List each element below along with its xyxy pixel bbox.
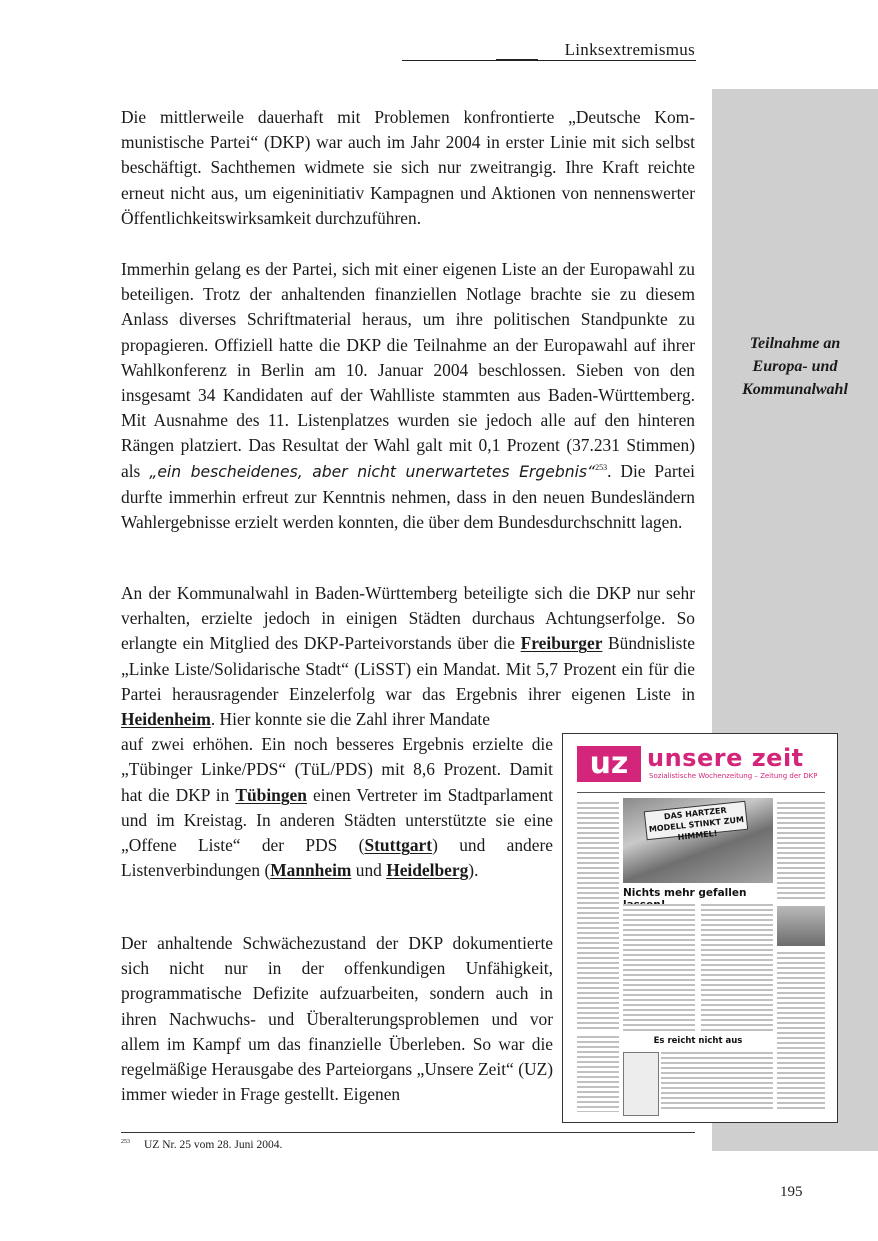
place-mannheim: Mannheim xyxy=(270,860,352,881)
paragraph-text-part: ) und andere Listenverbindungen ( xyxy=(121,835,553,881)
paragraph-text: Die mittlerweile dauerhaft mit Problemen konfrontierte „Deutsche Kommunistische Partei“ (DKP) war auch im Jahr 2004 in erster Linie mit sich selbst beschäftigt. Sachthemen widmete sie sich nur zweitrangig. Ihre Kraft reichte erneut nicht aus, um eigeninitiativ Kampagnen und Aktionen von nennenswerter Öffentlichkeitswirksamkeit durchzuführen. xyxy=(121,107,695,228)
quotation: „ein bescheidenes, aber nicht unerwartetes Ergebnis“ xyxy=(149,462,596,481)
paragraph-text-part: einen Vertreter im Stadtparlament und im Kreistag. In anderen Städten unterstützte sie eine „Offene Liste“ der PDS ( xyxy=(121,784,553,856)
paragraph-text-part: auf zwei erhöhen. Ein noch besseres Ergebnis erzielte die „Tübinger Linke/PDS“ (TüL/PDS) mit 8,6 Prozent. Damit hat die DKP in xyxy=(121,734,553,805)
newspaper-headline: Nichts mehr gefallen xyxy=(623,887,747,899)
footnote xyxy=(121,1139,695,1151)
page-number: 195 xyxy=(780,1184,803,1200)
sidenote-line: Teilnahme an xyxy=(749,335,841,352)
paragraph-text xyxy=(121,581,695,732)
newspaper-image xyxy=(562,733,838,1123)
footnote-reference: 253 xyxy=(595,462,608,472)
newspaper-masthead xyxy=(577,746,827,788)
place-stuttgart: Stuttgart xyxy=(364,835,433,856)
uz-logo: uz xyxy=(577,746,641,782)
sidenote-line: Kommunalwahl xyxy=(742,381,848,398)
newspaper-left-column-lower xyxy=(577,1036,619,1112)
paragraph-text-narrow xyxy=(121,732,553,883)
newspaper-article-column xyxy=(623,904,695,1032)
newspaper-left-column xyxy=(577,802,619,1032)
paragraph-4 xyxy=(121,931,553,1107)
place-heidelberg: Heidelberg xyxy=(386,860,469,881)
paragraph-text-part: An der Kommunalwahl in Baden-Württemberg beteiligte sich die DKP nur sehr verhalten, erzielte jedoch in einigen Städten durchaus Achtungserfolge. So erlangte ein Mitglied des DKP-Parteivorstands über die xyxy=(121,583,695,654)
header-rule xyxy=(402,60,696,61)
paragraph-2 xyxy=(121,257,695,535)
place-tuebingen: Tübingen xyxy=(235,784,307,805)
footnote-rule xyxy=(121,1132,695,1133)
newspaper-right-column xyxy=(777,802,825,902)
newspaper-title: unsere zeit xyxy=(647,744,804,772)
paragraph-text-part: Bündnisliste „Linke Liste/Solidarische Stadt“ (LiSST) ein Mandat. Mit 5,7 Prozent ein für die Partei herausragender Einzelerfolg war das Ergebnis ihrer eigenen Liste in xyxy=(121,633,696,704)
newspaper-photo xyxy=(623,798,773,883)
paragraph-text-part: . Die Partei durfte immerhin erfreut zur Kenntnis nehmen, dass in den neuen Bundesländern Wahlergebnisse erzielt werden konnten, die über dem Bundesdurchschnitt lagen. xyxy=(121,460,695,533)
running-header-title: Linksextremismus xyxy=(564,40,695,59)
paragraph-text-part: . Hier konnte sie die Zahl ihrer Mandate xyxy=(210,709,490,730)
newspaper-rule xyxy=(577,792,825,793)
newspaper-right-column-lower xyxy=(777,952,825,1112)
paragraph-text-part: ). xyxy=(468,860,479,881)
footnote-text: UZ Nr. 25 vom 28. Juni 2004. xyxy=(144,1139,283,1151)
paragraph-text-part: Immerhin gelang es der Partei, sich mit einer eigenen Liste an der Europawahl zu beteiligen. Trotz der anhaltenden finanziellen Notlage brachte sie zu diesem Anlass diverses Schriftmaterial heraus, um ihre politischen Standpunkte zu propagieren. Offiziell hatte die DKP die Teilnahme an der Europawahl auf ihrer Wahlkonferenz in Berlin am 10. Januar 2004 beschlossen. Sieben von den insgesamt 34 Kandidaten auf der Wahlliste stammten aus Baden-Württemberg. Mit Ausnahme des 11. Listenplatzes wurden sie jedoch alle auf den hinteren Rängen platziert. Das Resultat der Wahl galt mit 0,1 Prozent (37.231 Stimmen) als xyxy=(121,259,695,481)
footnote-number: 253 xyxy=(121,1139,130,1146)
newspaper-lower-article xyxy=(661,1052,773,1112)
sidenote-line: Europa- und xyxy=(752,358,838,375)
newspaper-side-photo xyxy=(777,906,825,946)
place-freiburger: Freiburger xyxy=(520,633,603,654)
header-rule-accent xyxy=(496,59,538,61)
place-heidenheim: Heidenheim xyxy=(121,709,211,730)
newspaper-second-headline: Es reicht nicht aus xyxy=(653,1036,743,1046)
margin-sidenote xyxy=(712,332,878,401)
paragraph-text-part: und xyxy=(351,860,387,881)
newspaper-article-column xyxy=(701,904,773,1032)
protest-banner: DAS HARTZER MODELL STINKT ZUM HIMMEL! xyxy=(644,801,748,841)
newspaper-inset-image xyxy=(623,1052,659,1116)
newspaper-subtitle: Sozialistische Wochenzeitung – Zeitung der DKP xyxy=(649,772,818,780)
paragraph-text: Der anhaltende Schwächezustand der DKP dokumentierte sich nicht nur in der offenkundigen Unfähigkeit, programmatische Defizite aufzuarbeiten, sondern auch in ihren Nachwuchs- und Überalterungsproblemen und vor allem im Kampf um das finanzielle Überleben. So war die regelmäßige Herausgabe des Parteiorgans „Unsere Zeit“ (UZ) immer wieder in Frage gestellt. Eigenen xyxy=(121,933,553,1105)
paragraph-1 xyxy=(121,105,695,231)
paragraph-text xyxy=(121,257,695,535)
